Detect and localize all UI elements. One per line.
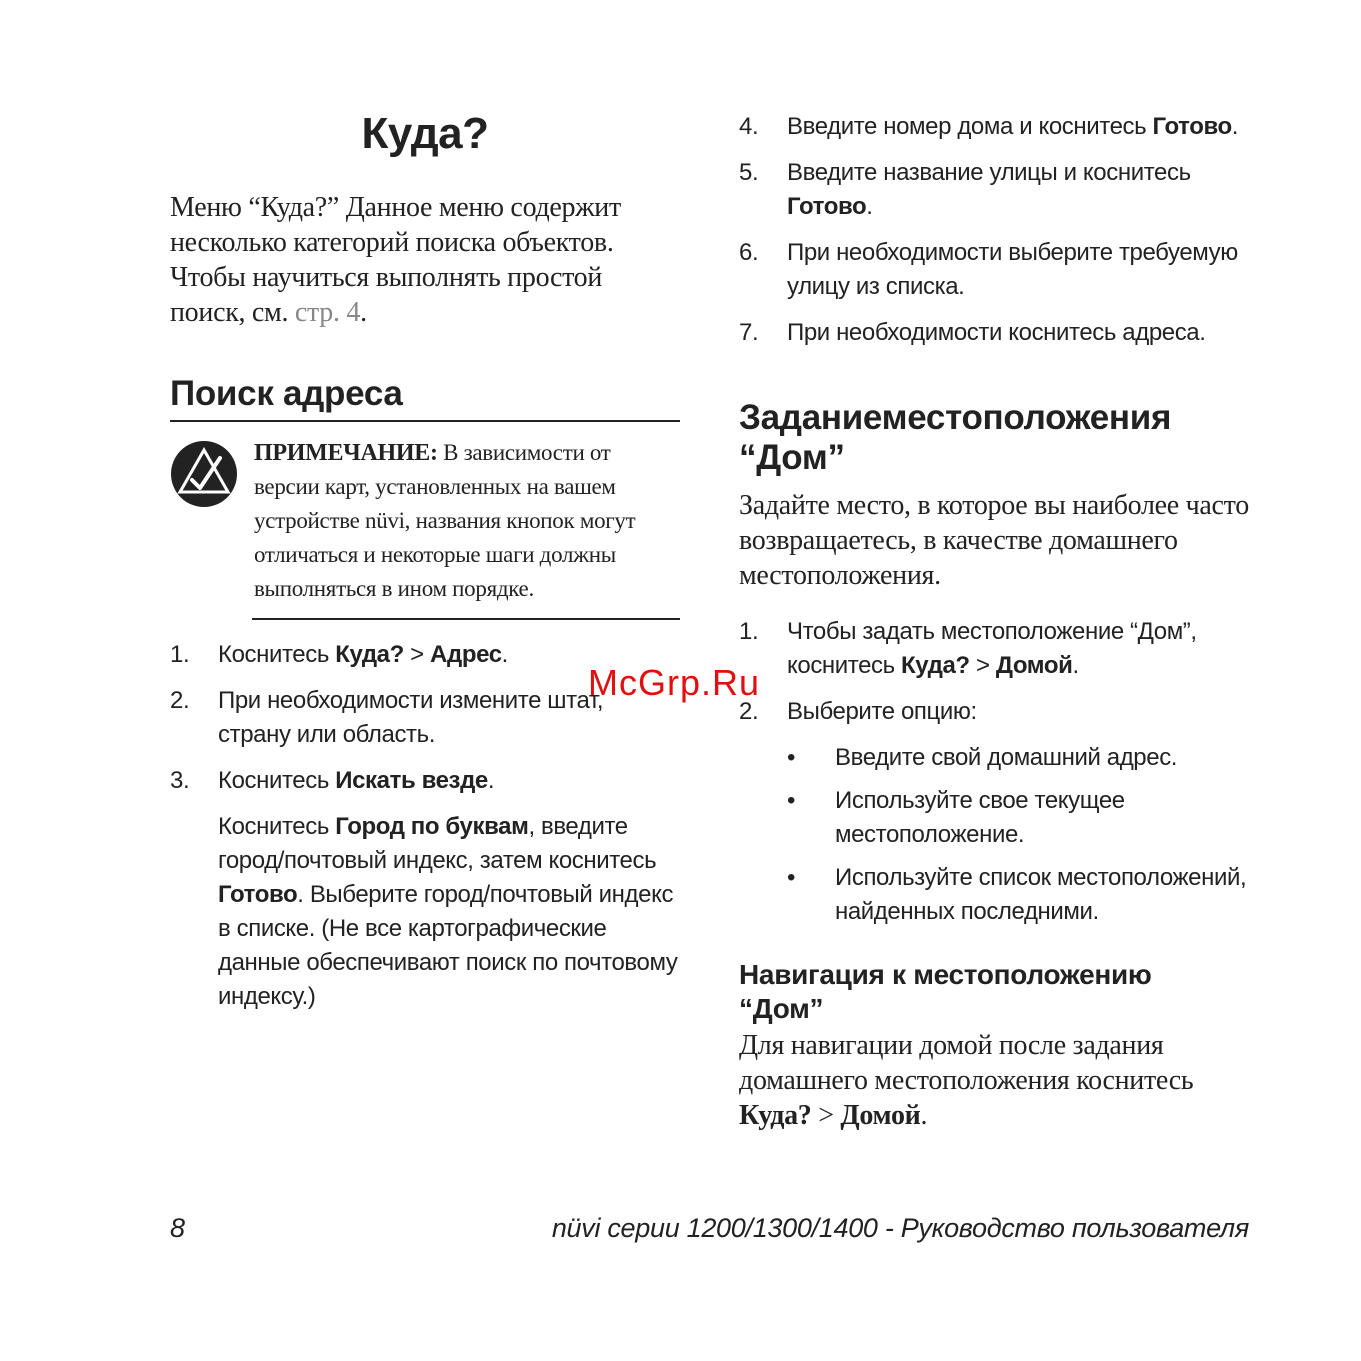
page-reference-link[interactable]: стр. 4 bbox=[294, 297, 361, 328]
city-search-paragraph: Коснитесь Город по буквам, введите город/почтовый индекс, затем коснитесь Готово. Выберите город/почтовый индекс в списке. (Не все картографические данные обеспечивают поиск по почтовому индексу.) bbox=[218, 813, 678, 1010]
list-item: • Введите свой домашний адрес. bbox=[787, 744, 1178, 771]
footer-document-title: nüvi серии 1200/1300/1400 - Руководство пользователя bbox=[551, 1213, 1249, 1243]
list-item: 1. Коснитесь Куда? > Адрес. bbox=[170, 641, 508, 668]
note-label: ПРИМЕЧАНИЕ: bbox=[254, 440, 438, 466]
note-box bbox=[170, 422, 680, 612]
section-heading-address-search: Поиск адреса bbox=[170, 374, 403, 413]
home-options-list bbox=[787, 741, 1269, 929]
list-item: 4. Введите номер дома и коснитесь Готово. bbox=[739, 113, 1239, 140]
list-item: 7. При необходимости коснитесь адреса. bbox=[739, 319, 1206, 346]
note-divider bbox=[252, 618, 680, 620]
navigate-home-paragraph: Для навигации домой после задания домашнего местоположения коснитесь Куда? > Домой. bbox=[739, 1030, 1194, 1131]
page-title: Куда? bbox=[361, 109, 489, 158]
note-pencil-icon bbox=[170, 440, 238, 508]
page-number: 8 bbox=[170, 1213, 186, 1243]
list-item: • Используйте список местоположений, найденных последними. bbox=[787, 864, 1247, 925]
watermark: McGrp.Ru bbox=[588, 662, 761, 703]
set-home-steps bbox=[739, 615, 1269, 729]
section-heading-set-home: Заданиеместоположения “Дом” bbox=[739, 398, 1172, 477]
section-heading-navigate-home: Навигация к местоположению “Дом” bbox=[739, 959, 1152, 1024]
list-item: 1. Чтобы задать местоположение “Дом”, коснитесь Куда? > Домой. bbox=[739, 618, 1197, 679]
intro-paragraph: Меню “Куда?” Данное меню содержит несколько категорий поиска объектов. Чтобы научиться выполнять простой поиск, см. стр. 4. bbox=[170, 192, 621, 328]
list-item: • Используйте свое текущее местоположение. bbox=[787, 787, 1125, 848]
address-steps-continued bbox=[739, 110, 1269, 350]
list-item: 3. Коснитесь Искать везде. bbox=[170, 767, 495, 794]
note-text: ПРИМЕЧАНИЕ: В зависимости от версии карт, установленных на вашем устройстве nüvi, названия кнопок могут отличаться и некоторые шаги должны выполняться в ином порядке. bbox=[254, 440, 636, 601]
list-item: 6. При необходимости выберите требуемую улицу из списка. bbox=[739, 239, 1238, 300]
list-item: 2. При необходимости измените штат, страну или область. bbox=[170, 687, 604, 748]
left-column bbox=[170, 108, 680, 1014]
right-column bbox=[739, 110, 1269, 1133]
set-home-intro: Задайте место, в которое вы наиболее часто возвращаетесь, в качестве домашнего местоположения. bbox=[739, 490, 1249, 591]
list-item: 5. Введите название улицы и коснитесь Готово. bbox=[739, 159, 1191, 220]
list-item: 2. Выберите опцию: bbox=[739, 698, 977, 725]
